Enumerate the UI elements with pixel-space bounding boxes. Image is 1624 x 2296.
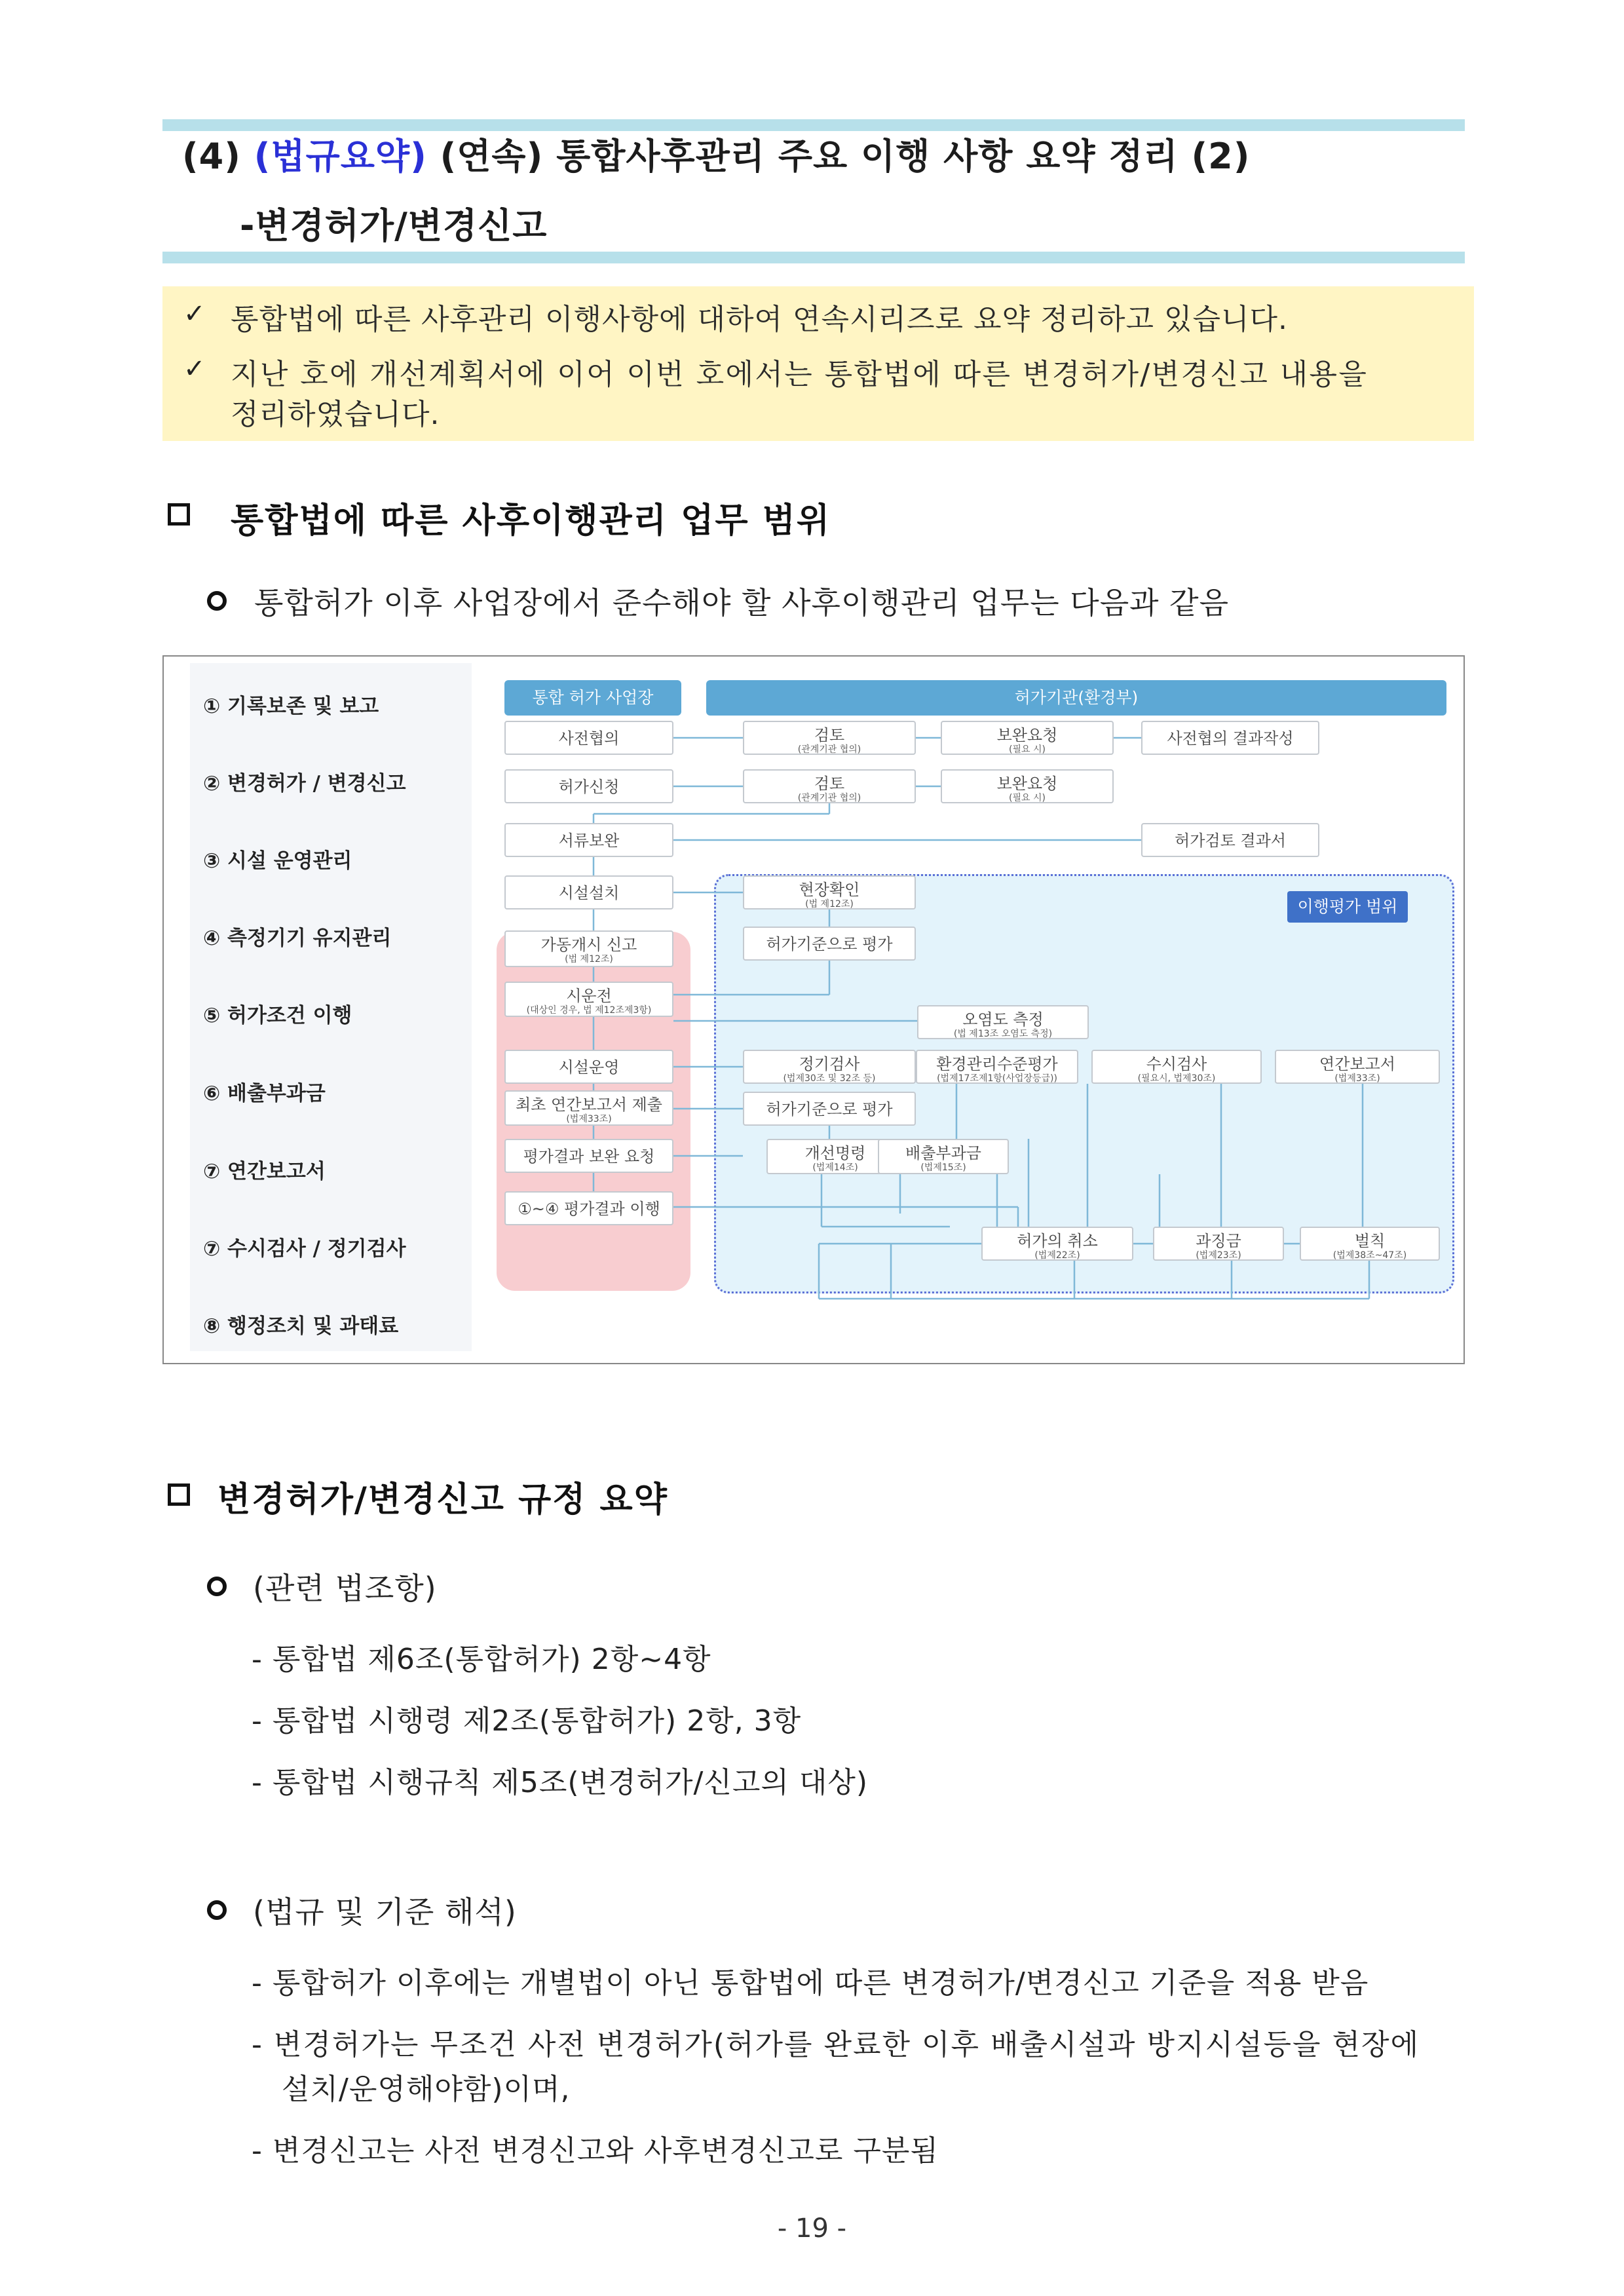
circle-bullet-icon: [207, 1900, 227, 1920]
section2-bullet-laws: (관련 법조항): [253, 1571, 437, 1606]
box-operate: 시설운영: [504, 1050, 673, 1084]
box-eval-supplement: 평가결과 보완 요청: [504, 1139, 673, 1173]
box-first-annual: 최초 연간보고서 제출 (법제33조): [504, 1090, 673, 1126]
interp-item-3: - 변경신고는 사전 변경신고와 사후변경신고로 구분됨: [252, 2134, 939, 2168]
circle-bullet-icon: [207, 591, 227, 611]
box-pre-consult: 사전협의: [504, 721, 673, 755]
task-item: ③ 시설 운영관리: [203, 849, 352, 873]
task-item: ⑦ 수시검사 / 정기검사: [203, 1237, 406, 1261]
section1-bullet: 통합허가 이후 사업장에서 준수해야 할 사후이행관리 업무는 다음과 같음: [254, 585, 1230, 621]
check-icon: ✓: [183, 299, 206, 329]
header-operator: 통합 허가 사업장: [504, 680, 681, 716]
box-doc-supplement: 서류보완: [504, 823, 673, 857]
header-authority: 허가기관(환경부): [706, 680, 1446, 716]
box-pre-result: 사전협의 결과작성: [1141, 721, 1319, 755]
box-install: 시설설치: [504, 875, 673, 909]
task-item: ② 변경허가 / 변경신고: [203, 772, 406, 795]
box-mgmt-eval: 환경관리수준평가 (법제17조제1항(사업장등급)): [916, 1050, 1078, 1084]
title-bracket: (법규요약): [254, 136, 427, 177]
box-review-1: 검토 (관계기관 협의): [743, 721, 916, 755]
interp-item-2a: - 변경허가는 무조건 사전 변경허가(허가를 완료한 이후 배출시설과 방지시설등을 현장에: [252, 2028, 1420, 2061]
check-icon: ✓: [183, 354, 206, 384]
title-bottom-bar: [162, 252, 1465, 263]
task-item: ⑤ 허가조건 이행: [203, 1004, 352, 1027]
evaluation-scope-tag: 이행평가 범위: [1287, 891, 1408, 923]
task-item: ④ 측정기기 유지관리: [203, 927, 392, 950]
box-site-check: 현장확인 (법 제12조): [743, 875, 916, 909]
law-item: - 통합법 시행규칙 제5조(변경허가/신고의 대상): [252, 1766, 869, 1799]
post-management-diagram: [162, 655, 1465, 1364]
box-permit-cancel: 허가의 취소 (법제22조): [981, 1227, 1133, 1261]
square-bullet-icon: [168, 503, 190, 526]
box-review-2: 검토 (관계기관 협의): [743, 769, 916, 803]
box-penalty-fee: 과징금 (법제23조): [1153, 1227, 1284, 1261]
task-item: ⑦ 연간보고서: [203, 1160, 326, 1183]
square-bullet-icon: [168, 1483, 190, 1506]
task-item: ⑥ 배출부과금: [203, 1082, 326, 1105]
title-number: (4): [182, 136, 241, 177]
box-supplement-1: 보완요청 (필요 시): [941, 721, 1114, 755]
law-item: - 통합법 제6조(통합허가) 2항~4항: [252, 1643, 711, 1676]
box-pollution-measure: 오염도 측정 (법 제13조 오염도 측정): [917, 1005, 1089, 1039]
box-emission-fee: 배출부과금 (법제15조): [878, 1139, 1009, 1174]
note-line-2b: 정리하였습니다.: [231, 398, 440, 431]
note-line-1: 통합법에 따른 사후관리 이행사항에 대하여 연속시리즈로 요약 정리하고 있습니다.: [231, 303, 1289, 336]
section2-bullet-interp: (법규 및 기준 해석): [253, 1894, 517, 1930]
page-subtitle: -변경허가/변경신고: [240, 205, 548, 246]
box-eval-exec: ①~④ 평가결과 이행: [504, 1191, 673, 1225]
interp-item-1: - 통합허가 이후에는 개별법이 아닌 통합법에 따른 변경허가/변경신고 기준을 적용 받음: [252, 1966, 1369, 2000]
interp-item-2b: 설치/운영해야함)이며,: [282, 2073, 571, 2106]
page-number: - 19 -: [777, 2213, 847, 2244]
box-review-result: 허가검토 결과서: [1141, 823, 1319, 857]
box-regular-inspection: 정기검사 (법제30조 및 32조 등): [743, 1050, 916, 1084]
title-rest: (연속) 통합사후관리 주요 이행 사항 요약 정리 (2): [440, 136, 1251, 177]
section1-heading: 통합법에 따른 사후이행관리 업무 범위: [231, 501, 831, 541]
box-eval-2: 허가기준으로 평가: [743, 1092, 916, 1126]
box-eval-1: 허가기준으로 평가: [743, 927, 916, 961]
box-punishment: 벌칙 (법제38조~47조): [1300, 1227, 1440, 1261]
law-item: - 통합법 시행령 제2조(통합허가) 2항, 3항: [252, 1704, 802, 1738]
section2-heading: 변경허가/변경신고 규정 요약: [217, 1480, 668, 1520]
task-item: ① 기록보존 및 보고: [203, 695, 379, 718]
task-item: ⑧ 행정조치 및 과태료: [203, 1314, 399, 1338]
note-line-2: 지난 호에 개선계획서에 이어 이번 호에서는 통합법에 따른 변경허가/변경신고 내용을: [231, 358, 1369, 391]
box-adhoc-inspection: 수시검사 (필요시, 법제30조): [1091, 1050, 1262, 1084]
page-title: [182, 128, 1250, 179]
box-op-report: 가동개시 신고 (법 제12조): [504, 930, 673, 967]
box-annual-report: 연간보고서 (법제33조): [1275, 1050, 1440, 1084]
box-improve-order: 개선명령 (법제14조): [766, 1139, 904, 1174]
circle-bullet-icon: [207, 1577, 227, 1596]
box-supplement-2: 보완요청 (필요 시): [941, 769, 1114, 803]
box-trial-run: 시운전 (대상인 경우, 법 제12조제3항): [504, 982, 673, 1017]
box-apply: 허가신청: [504, 769, 673, 803]
